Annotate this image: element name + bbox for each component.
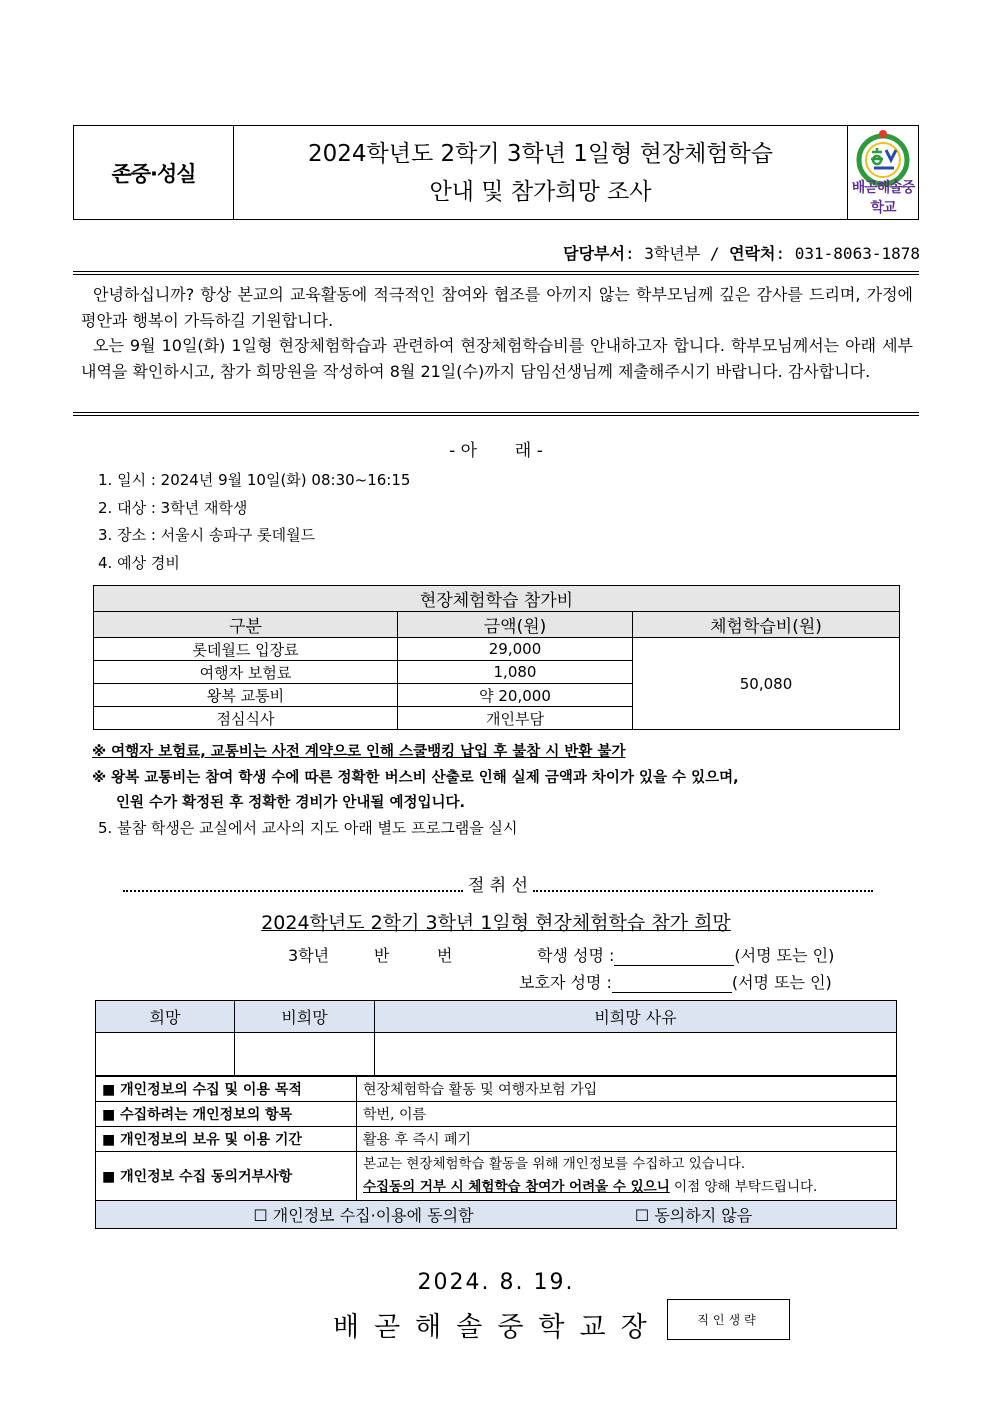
cut-dots-right — [533, 880, 873, 892]
title-line-1: 2024학년도 2학기 3학년 1일형 현장체험학습 — [308, 140, 773, 167]
phone-value: : 031-8063-1878 — [775, 244, 920, 263]
student-sign-hint: (서명 또는 인) — [734, 946, 835, 965]
consent-agree-checkbox[interactable]: ☐ 개인정보 수집·이용에 동의함 — [253, 1206, 474, 1225]
consent-row — [96, 1201, 897, 1229]
contact-info — [563, 241, 920, 264]
privacy-refuse-rest: 이점 양해 부탁드립니다. — [669, 1179, 818, 1195]
item-absent: 5. 불참 학생은 교실에서 교사의 지도 아래 별도 프로그램을 실시 — [98, 819, 518, 837]
privacy-refuse-line2 — [363, 1176, 890, 1199]
dept-value: : 3학년부 / — [624, 244, 730, 263]
item-cost: 4. 예상 경비 — [98, 554, 180, 572]
item-date: 1. 일시 : 2024년 9월 10일(화) 08:30~16:15 — [98, 471, 411, 489]
wish-header-reason: 비희망 사유 — [375, 1001, 897, 1033]
principal-name: 배곧해솔중학교장 — [333, 1312, 662, 1343]
document-title — [234, 126, 848, 219]
school-logo-text: 배곧해솔중학교 — [851, 180, 915, 216]
note-refund-text: ※ 여행자 보험료, 교통비는 사전 계약으로 인해 스쿨뱅킹 납입 후 불참 시 반환 불가 — [92, 744, 626, 760]
privacy-items-label: ■ 수집하려는 개인정보의 항목 — [96, 1102, 357, 1127]
privacy-refuse-warning: 수집동의 거부 시 체험학습 참여가 어려울 수 있으니 — [363, 1179, 670, 1195]
note-transport-1: ※ 왕복 교통비는 참여 학생 수에 따른 정확한 버스비 산출로 인해 실제 금액과 차이가 있을 수 있으며, — [92, 770, 739, 786]
dept-label: 담당부서 — [563, 244, 625, 263]
fee-table — [93, 585, 900, 730]
note-transport-2: 인원 수가 확정된 후 정확한 경비가 안내될 예정입니다. — [116, 795, 465, 811]
fee-header-amount: 금액(원) — [398, 612, 633, 638]
student-name-blank[interactable] — [614, 949, 734, 966]
privacy-refuse-value — [357, 1152, 897, 1201]
privacy-purpose-label: ■ 개인정보의 수집 및 이용 목적 — [96, 1077, 357, 1102]
privacy-table — [95, 1076, 897, 1229]
table-row — [96, 1152, 897, 1201]
cut-line — [118, 871, 878, 896]
student-name-label: 학생 성명 : — [537, 946, 615, 965]
fee-row-name: 점심식사 — [94, 707, 398, 730]
fee-table-caption: 현장체험학습 참가비 — [94, 586, 900, 612]
school-logo — [848, 126, 918, 219]
cut-dots-left — [123, 880, 463, 892]
table-row — [96, 1077, 897, 1102]
wish-header-yes: 희망 — [96, 1001, 235, 1033]
fee-header-total: 체험학습비(원) — [633, 612, 900, 638]
privacy-refuse-line1: 본교는 현장체험학습 활동을 위해 개인정보를 수집하고 있습니다. — [363, 1156, 746, 1172]
privacy-refuse-label: ■ 개인정보 수집 동의거부사항 — [96, 1152, 357, 1201]
fee-row-amount: 개인부담 — [398, 707, 633, 730]
seal-omitted-box: 직인생략 — [667, 1299, 790, 1340]
fee-row-name: 롯데월드 입장료 — [94, 638, 398, 661]
intro-text — [81, 282, 913, 384]
document-date: 2024. 8. 19. — [417, 1270, 575, 1295]
number-label: 번 — [437, 946, 453, 965]
grade-label: 3학년 — [288, 946, 330, 965]
wish-table — [95, 1000, 897, 1076]
wish-header-no: 비희망 — [235, 1001, 375, 1033]
consent-disagree-checkbox[interactable]: ☐ 동의하지 않음 — [634, 1206, 753, 1225]
note-refund — [92, 740, 625, 761]
table-row — [96, 1102, 897, 1127]
divider-top — [73, 271, 919, 275]
fee-row-name: 왕복 교통비 — [94, 684, 398, 707]
table-row — [96, 1127, 897, 1152]
intro-paragraph-2: 오는 9월 10일(화) 1일형 현장체험학습과 관련하여 현장체험학습비를 안내하고자 합니다. 학부모님께서는 아래 세부내역을 확인하시고, 참가 희망원을 작성하여 8월 21일(수)까지 담임선생님께 제출해주시기 바랍니다. 감사합니다. — [81, 336, 913, 381]
parent-name-blank[interactable] — [612, 976, 732, 993]
title-line-2: 안내 및 참가희망 조사 — [429, 178, 652, 205]
document-header — [73, 125, 919, 220]
privacy-period-label: ■ 개인정보의 보유 및 이용 기간 — [96, 1127, 357, 1152]
privacy-purpose-value: 현장체험학습 활동 및 여행자보험 가입 — [357, 1077, 897, 1102]
parent-sign-line — [519, 970, 832, 993]
item-target: 2. 대상 : 3학년 재학생 — [98, 499, 248, 517]
fee-row-amount: 29,000 — [398, 638, 633, 661]
parent-name-label: 보호자 성명 : — [519, 973, 612, 992]
table-row — [94, 638, 900, 661]
privacy-items-value: 학번, 이름 — [357, 1102, 897, 1127]
form-title — [0, 908, 992, 935]
fee-total: 50,080 — [633, 638, 900, 730]
class-label: 반 — [374, 946, 390, 965]
fee-header-category: 구분 — [94, 612, 398, 638]
parent-sign-hint: (서명 또는 인) — [731, 973, 832, 992]
intro-paragraph-1: 안녕하십니까? 항상 본교의 교육활동에 적극적인 참여와 협조를 아끼지 않는 학부모님께 깊은 감사를 드리며, 가정에 평안과 행복이 가득하길 기원합니다. — [81, 285, 913, 330]
cut-label: 절 취 선 — [467, 876, 529, 896]
privacy-period-value: 활용 후 즉시 폐기 — [357, 1127, 897, 1152]
wish-no-cell[interactable] — [235, 1033, 375, 1076]
divider-bottom — [73, 412, 919, 416]
item-place: 3. 장소 : 서울시 송파구 롯데월드 — [98, 526, 316, 544]
fee-row-amount: 1,080 — [398, 661, 633, 684]
school-motto: 존중·성실 — [74, 126, 234, 219]
form-title-text: 2024학년도 2학기 3학년 1일형 현장체험학습 참가 희망 — [261, 912, 731, 934]
below-heading: - 아 래 - — [449, 441, 543, 461]
phone-label: 연락처 — [729, 244, 776, 263]
wish-reason-cell[interactable] — [375, 1033, 897, 1076]
wish-yes-cell[interactable] — [96, 1033, 235, 1076]
fee-row-amount: 약 20,000 — [398, 684, 633, 707]
student-sign-line — [537, 943, 834, 966]
fee-row-name: 여행자 보험료 — [94, 661, 398, 684]
